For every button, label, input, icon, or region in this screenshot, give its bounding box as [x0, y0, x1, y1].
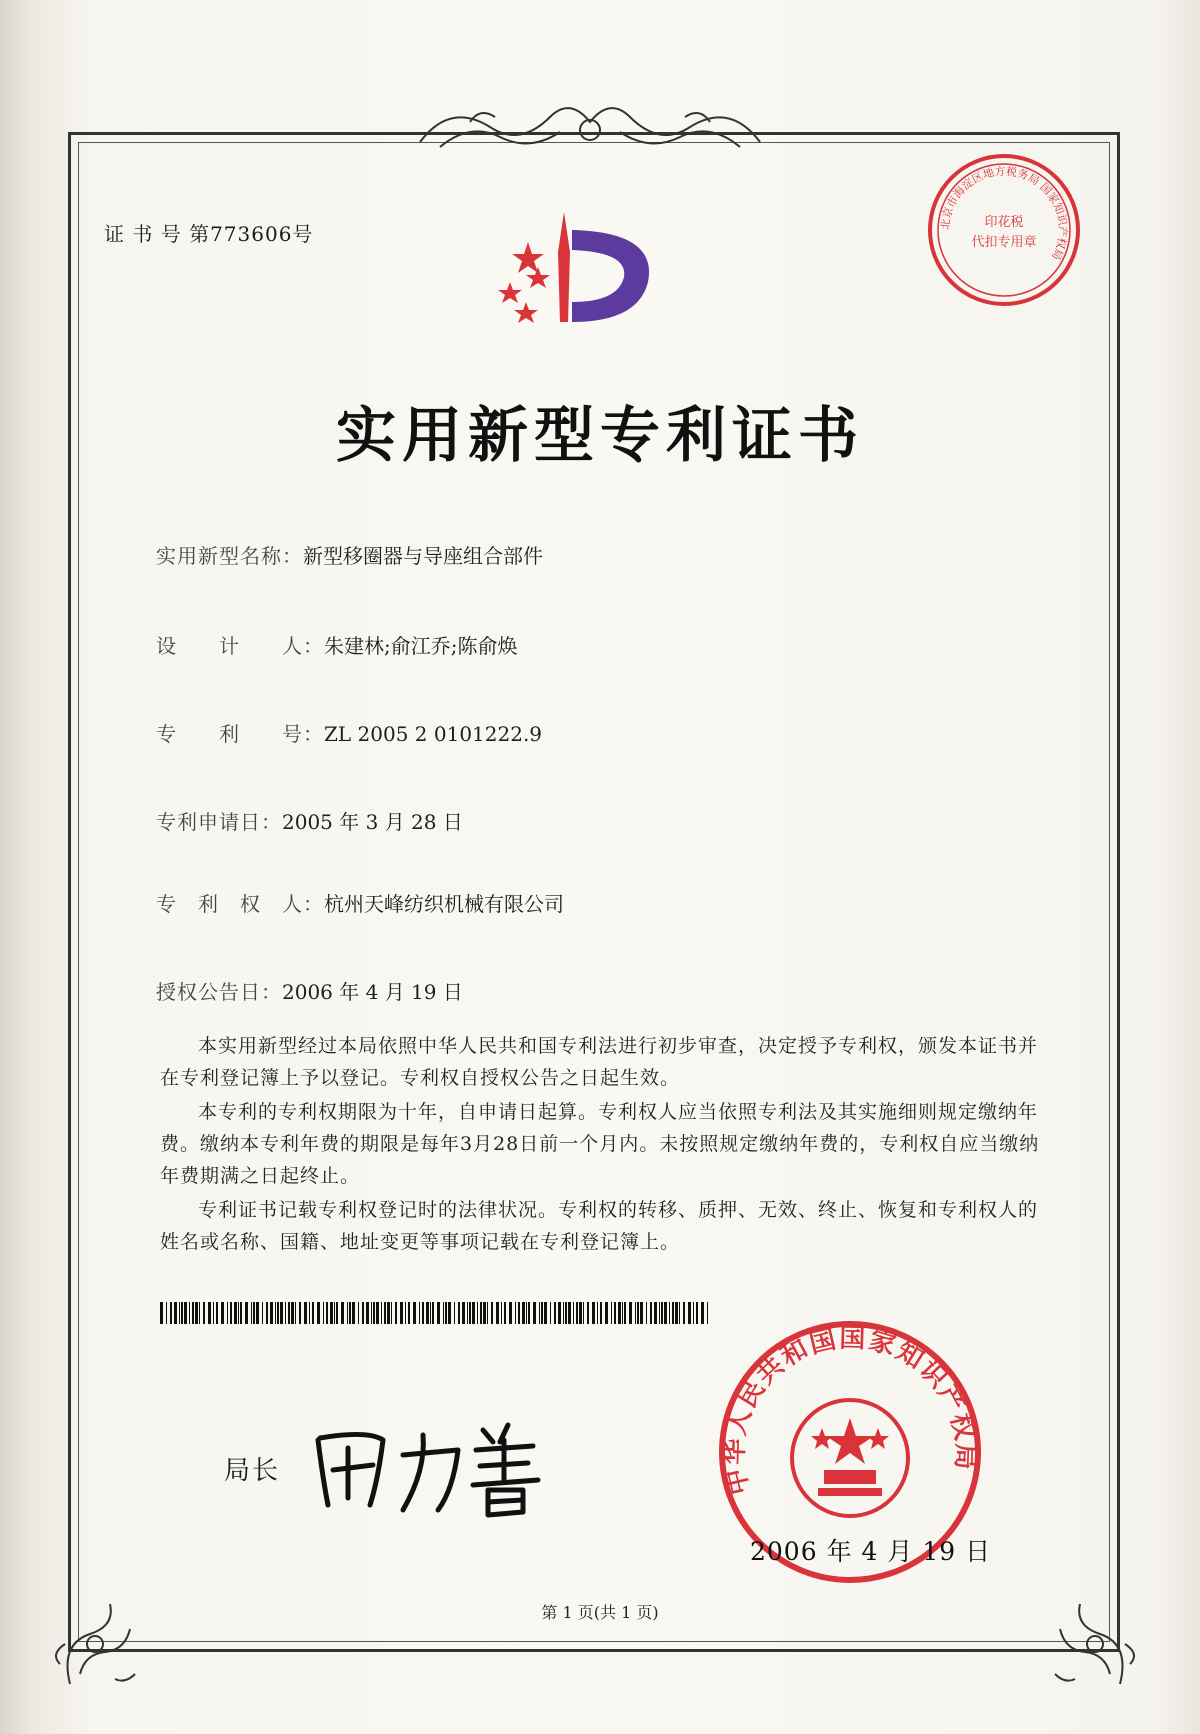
barcode-bar	[683, 1302, 685, 1324]
barcode-bar	[213, 1302, 214, 1324]
barcode-bar	[270, 1302, 273, 1324]
barcode-bar	[539, 1302, 540, 1324]
barcode-bar	[371, 1302, 372, 1324]
barcode-bar	[563, 1302, 564, 1324]
barcode-bar	[443, 1302, 444, 1324]
barcode-bar	[480, 1302, 482, 1324]
director-signature	[308, 1410, 558, 1520]
barcode-bar	[387, 1302, 390, 1324]
barcode-bar	[299, 1302, 301, 1324]
barcode-bar	[304, 1302, 307, 1324]
barcode-bar	[262, 1302, 263, 1324]
field-value: 杭州天峰纺织机械有限公司	[324, 892, 564, 916]
field-value: 朱建林;俞江乔;陈俞焕	[324, 634, 518, 658]
barcode-bar	[352, 1302, 355, 1324]
field-value: 2006 年 4 月 19 日	[282, 980, 463, 1004]
barcode-bar	[597, 1302, 598, 1324]
barcode-bar	[373, 1302, 375, 1324]
seal-ring-text: 中华人民共和国国家知识产权局	[719, 1323, 981, 1498]
barcode-bar	[326, 1302, 328, 1324]
barcode-bar	[160, 1302, 163, 1324]
barcode-bar	[341, 1302, 344, 1324]
barcode-bar	[395, 1302, 397, 1324]
barcode-bar	[579, 1302, 582, 1324]
barcode-bar	[679, 1302, 680, 1324]
barcode-bar	[515, 1302, 516, 1324]
barcode-bar	[277, 1302, 279, 1324]
barcode-bar	[174, 1302, 177, 1324]
barcode-bar	[189, 1302, 190, 1324]
barcode-bar	[541, 1302, 543, 1324]
barcode-bar	[240, 1302, 242, 1324]
issue-date: 2006 年 4 月 19 日	[750, 1537, 992, 1566]
barcode-bar	[688, 1302, 691, 1324]
barcode-bar	[448, 1302, 451, 1324]
barcode-bar	[195, 1302, 198, 1324]
field-designers	[156, 630, 517, 659]
barcode-bar	[408, 1302, 410, 1324]
barcode-bar	[419, 1302, 420, 1324]
barcode-bar	[583, 1302, 584, 1324]
tax-stamp	[924, 150, 1084, 310]
barcode-bar	[181, 1302, 183, 1324]
barcode-bar	[554, 1302, 556, 1324]
barcode-bar	[640, 1302, 643, 1324]
barcode-bar	[558, 1302, 561, 1324]
field-value: ZL 2005 2 0101222.9	[324, 722, 543, 746]
field-patentee	[156, 888, 564, 917]
barcode-bar	[221, 1302, 224, 1324]
patent-office-logo	[498, 212, 688, 362]
barcode-bar	[227, 1302, 228, 1324]
barcode	[160, 1302, 712, 1324]
barcode-bar	[203, 1302, 205, 1324]
barcode-bar	[587, 1302, 589, 1324]
barcode-bar	[179, 1302, 180, 1324]
barcode-bar	[275, 1302, 276, 1324]
barcode-bar	[544, 1302, 547, 1324]
barcode-bar	[432, 1302, 434, 1324]
barcode-bar	[458, 1302, 460, 1324]
barcode-bar	[309, 1302, 310, 1324]
barcode-bar	[413, 1302, 416, 1324]
barcode-bar	[336, 1302, 338, 1324]
barcode-bar	[430, 1302, 431, 1324]
barcode-bar	[166, 1302, 167, 1324]
top-ornament	[410, 92, 770, 162]
barcode-bar	[629, 1302, 632, 1324]
field-grant-date	[156, 976, 463, 1005]
field-label: 授权公告日：	[156, 980, 282, 1004]
barcode-bar	[462, 1302, 465, 1324]
body-paragraph: 本专利的专利权期限为十年，自申请日起算。专利权人应当依照专利法及其实施细则规定缴纳年费。缴纳本专利年费的期限是每年3月28日前一个月内。未按照规定缴纳年费的，专利权自应当缴纳年费期满之日起终止。	[160, 1101, 1040, 1187]
barcode-bar	[483, 1302, 486, 1324]
barcode-bar	[614, 1302, 616, 1324]
barcode-bar	[391, 1302, 392, 1324]
barcode-bar	[659, 1302, 660, 1324]
barcode-bar	[251, 1302, 252, 1324]
tax-stamp-ring-text: 北京市海淀区地方税务局 国家知识产权局	[938, 164, 1070, 262]
barcode-bar	[522, 1302, 525, 1324]
barcode-bar	[624, 1302, 626, 1324]
barcode-bar	[707, 1302, 708, 1324]
barcode-bar	[696, 1302, 698, 1324]
tax-stamp-center-1: 印花税	[984, 215, 1024, 230]
barcode-bar	[405, 1302, 406, 1324]
barcode-bar	[646, 1302, 647, 1324]
barcode-bar	[509, 1302, 512, 1324]
body-paragraph: 专利证书记载专利权登记时的法律状况。专利权的转移、质押、无效、终止、恢复和专利权人的姓名或名称、国籍、地址变更等事项记载在专利登记簿上。	[160, 1199, 1039, 1253]
barcode-bar	[317, 1302, 320, 1324]
barcode-bar	[672, 1302, 674, 1324]
barcode-bar	[256, 1302, 259, 1324]
barcode-bar	[384, 1302, 386, 1324]
barcode-bar	[334, 1302, 335, 1324]
barcode-bar	[472, 1302, 475, 1324]
barcode-bar	[496, 1302, 499, 1324]
certificate-title: 实用新型专利证书	[336, 401, 864, 471]
barcode-bar	[358, 1302, 359, 1324]
barcode-bar	[400, 1302, 403, 1324]
barcode-bar	[664, 1302, 667, 1324]
barcode-bar	[491, 1302, 493, 1324]
barcode-bar	[312, 1302, 314, 1324]
field-label: 专 利 权 人：	[156, 892, 324, 916]
director-label: 局长	[224, 1456, 281, 1486]
barcode-bar	[693, 1302, 694, 1324]
barcode-bar	[454, 1302, 455, 1324]
barcode-bar	[592, 1302, 595, 1324]
barcode-bar	[230, 1302, 232, 1324]
barcode-bar	[437, 1302, 440, 1324]
barcode-bar	[245, 1302, 248, 1324]
barcode-bar	[422, 1302, 424, 1324]
barcode-bar	[528, 1302, 530, 1324]
field-patent-number	[156, 718, 542, 747]
barcode-bar	[288, 1302, 290, 1324]
barcode-bar	[635, 1302, 636, 1324]
barcode-bar	[234, 1302, 237, 1324]
field-value: 2005 年 3 月 28 日	[282, 810, 463, 834]
barcode-bar	[533, 1302, 536, 1324]
body-paragraph: 本实用新型经过本局依照中华人民共和国专利法进行初步审查，决定授予专利权，颁发本证书并在专利登记簿上予以登记。专利权自授权公告之日起生效。	[160, 1035, 1039, 1089]
barcode-bar	[238, 1302, 239, 1324]
barcode-bar	[280, 1302, 283, 1324]
barcode-bar	[467, 1302, 468, 1324]
field-value: 新型移圈器与导座组合部件	[303, 544, 543, 568]
barcode-bar	[675, 1302, 678, 1324]
barcode-bar	[469, 1302, 471, 1324]
barcode-bar	[216, 1302, 218, 1324]
barcode-bar	[253, 1302, 255, 1324]
barcode-bar	[618, 1302, 621, 1324]
field-application-date	[156, 806, 463, 835]
field-label: 专 利 号：	[156, 722, 324, 746]
barcode-bar	[199, 1302, 200, 1324]
barcode-bar	[637, 1302, 639, 1324]
barcode-bar	[366, 1302, 369, 1324]
barcode-bar	[550, 1302, 551, 1324]
barcode-bar	[701, 1302, 704, 1324]
page-number: 第 1 页(共 1 页)	[541, 1603, 659, 1622]
barcode-bar	[611, 1302, 612, 1324]
certificate-number: 证 书 号 第773606号	[104, 222, 314, 246]
barcode-bar	[347, 1302, 348, 1324]
barcode-bar	[605, 1302, 608, 1324]
field-label: 实用新型名称：	[156, 544, 303, 568]
barcode-bar	[192, 1302, 194, 1324]
field-label: 设 计 人：	[156, 634, 324, 658]
barcode-bar	[576, 1302, 578, 1324]
barcode-bar	[477, 1302, 478, 1324]
barcode-bar	[501, 1302, 502, 1324]
barcode-bar	[170, 1302, 172, 1324]
barcode-bar	[568, 1302, 571, 1324]
field-label: 专利申请日：	[156, 810, 282, 834]
barcode-bar	[669, 1302, 670, 1324]
barcode-bar	[285, 1302, 286, 1324]
barcode-bar	[381, 1302, 382, 1324]
barcode-bar	[487, 1302, 488, 1324]
barcode-bar	[526, 1302, 527, 1324]
barcode-bar	[330, 1302, 333, 1324]
barcode-bar	[349, 1302, 351, 1324]
tax-stamp-center-2: 代扣专用章	[971, 235, 1037, 250]
barcode-bar	[208, 1302, 211, 1324]
barcode-bar	[426, 1302, 429, 1324]
barcode-bar	[184, 1302, 187, 1324]
barcode-bar	[565, 1302, 567, 1324]
barcode-bar	[654, 1302, 657, 1324]
barcode-bar	[622, 1302, 623, 1324]
barcode-bar	[291, 1302, 294, 1324]
barcode-bar	[362, 1302, 364, 1324]
barcode-bar	[600, 1302, 602, 1324]
national-emblem-icon	[792, 1400, 908, 1516]
barcode-bar	[573, 1302, 574, 1324]
field-utility-model-name	[156, 540, 543, 569]
barcode-bar	[518, 1302, 520, 1324]
barcode-bar	[445, 1302, 447, 1324]
barcode-bar	[323, 1302, 324, 1324]
barcode-bar	[661, 1302, 663, 1324]
barcode-bar	[376, 1302, 379, 1324]
barcode-bar	[504, 1302, 506, 1324]
barcode-bar	[650, 1302, 652, 1324]
certificate-body	[160, 1030, 1040, 1260]
barcode-bar	[266, 1302, 268, 1324]
barcode-bar	[295, 1302, 296, 1324]
